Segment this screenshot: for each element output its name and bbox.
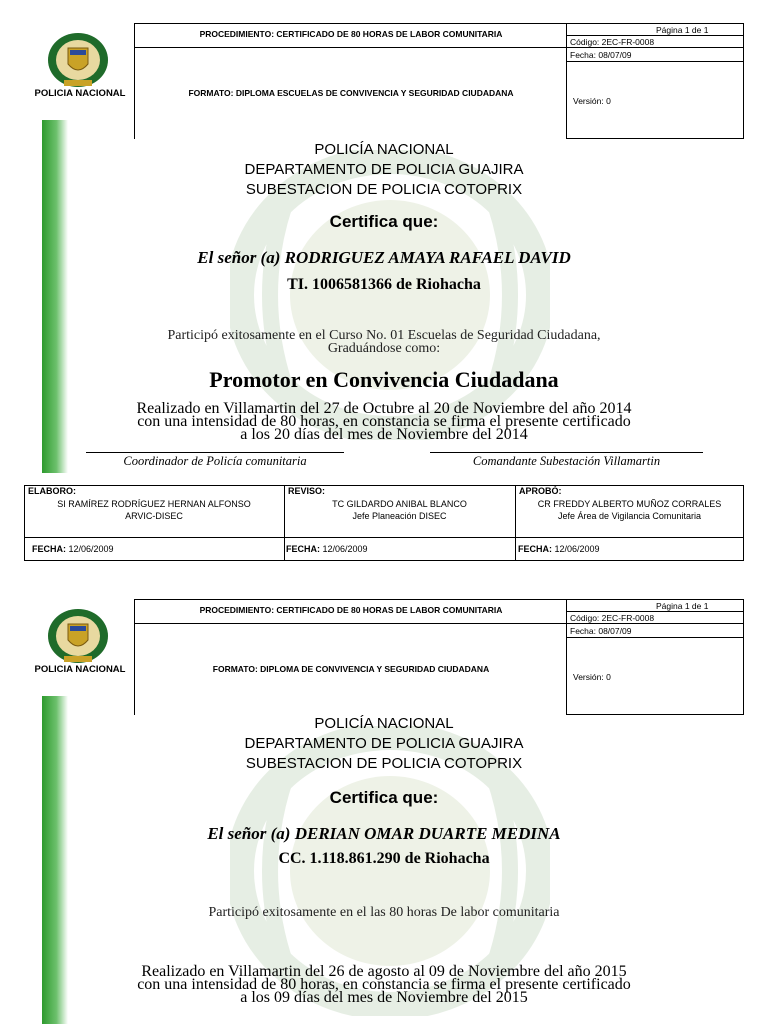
reviso-name: TC GILDARDO ANIBAL BLANCO — [332, 499, 467, 509]
fecha-aprobo: FECHA: 12/06/2009 — [518, 544, 600, 554]
document-version: Versión: 0 — [573, 96, 611, 106]
page-number: Página 1 de 1 — [656, 25, 709, 35]
signature-line-right — [430, 452, 703, 453]
org-label: POLICIA NACIONAL — [34, 88, 126, 99]
approvals-table — [24, 485, 744, 561]
substation-name: SUBESTACION DE POLICIA COTOPRIX — [245, 755, 523, 772]
department-name: DEPARTAMENTO DE POLICIA GUAJIRA — [244, 735, 524, 752]
institution-name: POLICÍA NACIONAL — [314, 141, 454, 158]
award-title: Promotor en Convivencia Ciudadana — [209, 367, 559, 392]
commander-signature-label: Comandante Subestación Villamartin — [472, 454, 661, 468]
document-date: Fecha: 08/07/09 — [570, 50, 632, 60]
elaboro-label: ELABORO: — [28, 486, 76, 496]
police-shield-logo — [44, 606, 112, 666]
certifica-heading: Certifica que: — [329, 212, 439, 231]
logo-cell — [24, 23, 134, 139]
logo-cell — [24, 599, 134, 715]
reviso-role: Jefe Planeación DISEC — [352, 511, 447, 521]
completion-line-2: con una intensidad de 80 horas, en constancia se firma el presente certificado — [137, 413, 631, 430]
aprobo-label: APROBÓ: — [519, 486, 562, 496]
document-header — [24, 599, 744, 715]
reviso-label: REVISO: — [288, 486, 326, 496]
format-title: FORMATO: DIPLOMA ESCUELAS DE CONVIVENCIA Y SEGURIDAD CIUDADANA — [188, 88, 514, 98]
recipient-name: El señor (a) DERIAN OMAR DUARTE MEDINA — [207, 824, 561, 843]
document-header — [24, 23, 744, 139]
certifica-heading: Certifica que: — [329, 788, 439, 807]
coordinator-signature-label: Coordinador de Policía comunitaria — [123, 454, 307, 468]
completion-line-1: Realizado en Villamartin del 27 de Octubre al 20 de Noviembre del año 2014 — [136, 400, 632, 417]
certificate-2 — [0, 576, 768, 1024]
elaboro-name: SI RAMÍREZ RODRÍGUEZ HERNAN ALFONSO — [57, 499, 251, 509]
page-number: Página 1 de 1 — [656, 601, 709, 611]
recipient-id: TI. 1006581366 de Riohacha — [287, 276, 481, 293]
format-title: FORMATO: DIPLOMA DE CONVIVENCIA Y SEGURIDAD CIUDADANA — [212, 664, 490, 674]
aprobo-name: CR FREDDY ALBERTO MUÑOZ CORRALES — [537, 499, 722, 509]
completion-line-1: Realizado en Villamartin del 26 de agosto al 09 de Noviembre del año 2015 — [141, 963, 627, 980]
procedure-title: PROCEDIMIENTO: CERTIFICADO DE 80 HORAS DE LABOR COMUNITARIA — [199, 605, 503, 615]
document-code: Código: 2EC-FR-0008 — [570, 613, 655, 623]
document-code: Código: 2EC-FR-0008 — [570, 37, 655, 47]
procedure-title: PROCEDIMIENTO: CERTIFICADO DE 80 HORAS DE LABOR COMUNITARIA — [199, 29, 503, 39]
completion-line-3: a los 09 días del mes de Noviembre del 2015 — [240, 989, 528, 1006]
recipient-id: CC. 1.118.861.290 de Riohacha — [278, 850, 490, 867]
recipient-name: El señor (a) RODRIGUEZ AMAYA RAFAEL DAVID — [197, 248, 571, 267]
participation-text: Participó exitosamente en el las 80 horas De labor comunitaria — [208, 905, 560, 920]
police-shield-logo — [44, 30, 112, 90]
signature-line-left — [86, 452, 344, 453]
fecha-elaboro: FECHA: 12/06/2009 — [32, 544, 114, 554]
org-label: POLICIA NACIONAL — [34, 664, 126, 675]
document-version: Versión: 0 — [573, 672, 611, 682]
participation-text: Participó exitosamente en el Curso No. 01 Escuelas de Seguridad Ciudadana, — [167, 328, 601, 343]
graduation-text: Graduándose como: — [327, 341, 441, 356]
institution-name: POLICÍA NACIONAL — [314, 715, 454, 732]
aprobo-role: Jefe Área de Vigilancia Comunitaria — [558, 511, 701, 521]
substation-name: SUBESTACION DE POLICIA COTOPRIX — [245, 181, 523, 198]
completion-line-2: con una intensidad de 80 horas, en constancia se firma el presente certificado — [137, 976, 631, 993]
department-name: DEPARTAMENTO DE POLICIA GUAJIRA — [244, 161, 524, 178]
document-date: Fecha: 08/07/09 — [570, 626, 632, 636]
elaboro-role: ARVIC-DISEC — [125, 511, 183, 521]
completion-line-3: a los 20 días del mes de Noviembre del 2014 — [240, 426, 528, 443]
fecha-reviso: FECHA: 12/06/2009 — [286, 544, 368, 554]
